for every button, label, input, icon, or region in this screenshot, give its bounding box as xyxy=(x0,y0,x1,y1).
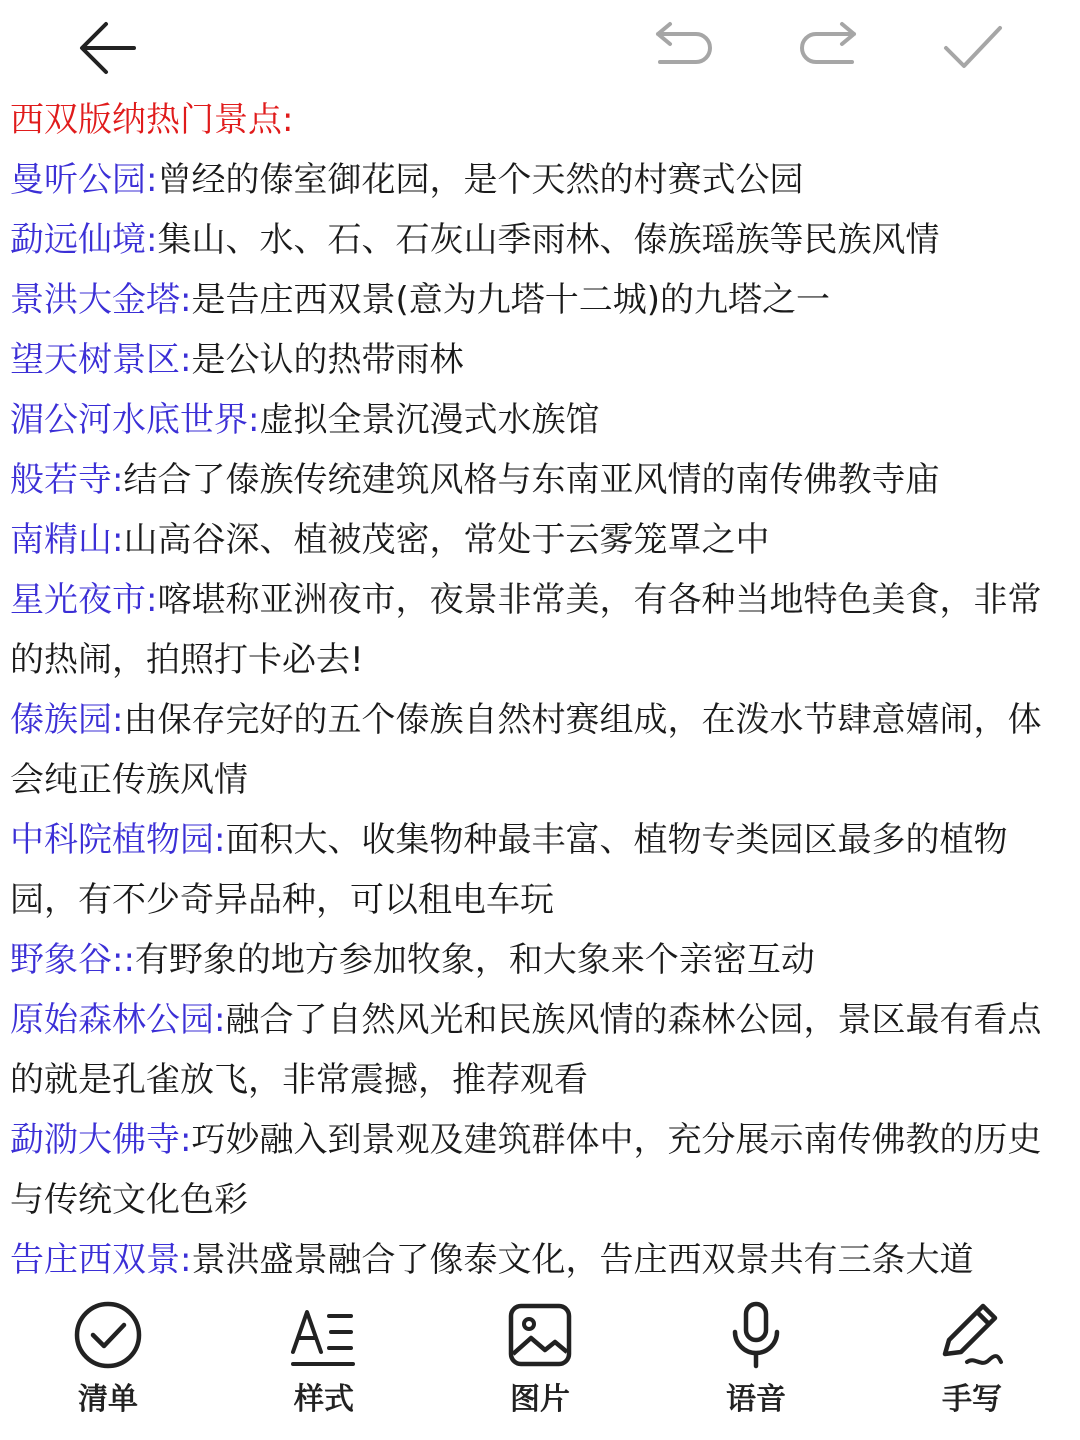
attraction-name: 景洪大金塔: xyxy=(10,280,192,320)
attraction-entry xyxy=(10,390,1070,450)
attraction-description: 融合了自然风光和民族风情的森林公园，景区最有看点的就是孔雀放飞，非常震撼，推荐观看 xyxy=(10,1000,1042,1100)
attraction-entry xyxy=(10,1110,1070,1230)
back-button[interactable] xyxy=(72,12,144,84)
attraction-name: 告庄西双景: xyxy=(10,1240,192,1280)
voice-label: 语音 xyxy=(726,1382,786,1417)
attraction-description: 喀堪称亚洲夜市，夜景非常美，有各种当地特色美食，非常的热闹，拍照打卡必去! xyxy=(10,580,1042,680)
redo-button[interactable] xyxy=(792,12,864,84)
text-style-icon xyxy=(289,1300,359,1370)
back-arrow-icon xyxy=(76,16,140,80)
image-button[interactable] xyxy=(470,1290,610,1430)
attraction-name: 勐远仙境: xyxy=(10,220,158,260)
check-icon xyxy=(940,16,1004,80)
attraction-name: 原始森林公园: xyxy=(10,1000,226,1040)
checklist-button[interactable] xyxy=(38,1290,178,1430)
attraction-entry xyxy=(10,270,1070,330)
note-body[interactable] xyxy=(10,90,1070,1280)
undo-button[interactable] xyxy=(648,12,720,84)
attraction-name: 望天树景区: xyxy=(10,340,192,380)
done-button[interactable] xyxy=(936,12,1008,84)
image-label: 图片 xyxy=(510,1382,570,1417)
note-title: 西双版纳热门景点: xyxy=(10,100,294,140)
attraction-name: 曼听公园: xyxy=(10,160,158,200)
attraction-description: 景洪盛景融合了像泰文化，告庄西双景共有三条大道 xyxy=(191,1240,974,1280)
attraction-description: 结合了傣族传统建筑风格与东南亚风情的南传佛教寺庙 xyxy=(123,460,940,500)
attraction-name: 湄公河水底世界: xyxy=(10,400,260,440)
attraction-name: 中科院植物园: xyxy=(10,820,226,860)
attraction-entry xyxy=(10,510,1070,570)
style-button[interactable] xyxy=(254,1290,394,1430)
attraction-name: 南精山: xyxy=(10,520,124,560)
attraction-entry xyxy=(10,150,1070,210)
pen-icon xyxy=(937,1300,1007,1370)
attraction-entry xyxy=(10,810,1070,930)
attraction-description: 是公认的热带雨林 xyxy=(191,340,464,380)
attraction-description: 面积大、收集物种最丰富、植物专类园区最多的植物园，有不少奇异品种，可以租电车玩 xyxy=(10,820,1008,920)
attraction-entry xyxy=(10,330,1070,390)
attraction-entry xyxy=(10,570,1070,690)
attraction-description: 虚拟全景沉漫式水族馆 xyxy=(259,400,600,440)
redo-icon xyxy=(796,16,860,80)
attraction-entry xyxy=(10,930,1070,990)
attraction-entry xyxy=(10,1230,1070,1280)
attraction-description: 集山、水、石、石灰山季雨林、傣族瑶族等民族风情 xyxy=(157,220,940,260)
attraction-name: 勐泐大佛寺: xyxy=(10,1120,192,1160)
attraction-name: 野象谷:: xyxy=(10,940,135,980)
attraction-name: 傣族园: xyxy=(10,700,124,740)
attraction-name: 星光夜市: xyxy=(10,580,158,620)
top-bar xyxy=(0,0,1080,92)
attraction-entry xyxy=(10,450,1070,510)
attraction-description: 由保存完好的五个傣族自然村赛组成，在泼水节肆意嬉闹，体会纯正传族风情 xyxy=(10,700,1042,800)
attraction-list xyxy=(10,150,1070,1280)
checklist-label: 清单 xyxy=(78,1382,138,1417)
attraction-entry xyxy=(10,690,1070,810)
checklist-icon xyxy=(73,1300,143,1370)
attraction-description: 是告庄西双景(意为九塔十二城)的九塔之一 xyxy=(191,280,830,320)
handwriting-label: 手写 xyxy=(942,1382,1002,1417)
attraction-description: 有野象的地方参加牧象，和大象来个亲密互动 xyxy=(134,940,815,980)
handwriting-button[interactable] xyxy=(902,1290,1042,1430)
bottom-toolbar xyxy=(0,1290,1080,1440)
attraction-description: 曾经的傣室御花园，是个天然的村赛式公园 xyxy=(157,160,804,200)
style-label: 样式 xyxy=(294,1382,354,1417)
attraction-entry xyxy=(10,210,1070,270)
voice-button[interactable] xyxy=(686,1290,826,1430)
attraction-entry xyxy=(10,990,1070,1110)
image-icon xyxy=(505,1300,575,1370)
undo-icon xyxy=(652,16,716,80)
microphone-icon xyxy=(721,1300,791,1370)
attraction-name: 般若寺: xyxy=(10,460,124,500)
attraction-description: 巧妙融入到景观及建筑群体中，充分展示南传佛教的历史与传统文化色彩 xyxy=(10,1120,1042,1220)
attraction-description: 山高谷深、植被茂密，常处于云雾笼罩之中 xyxy=(123,520,770,560)
